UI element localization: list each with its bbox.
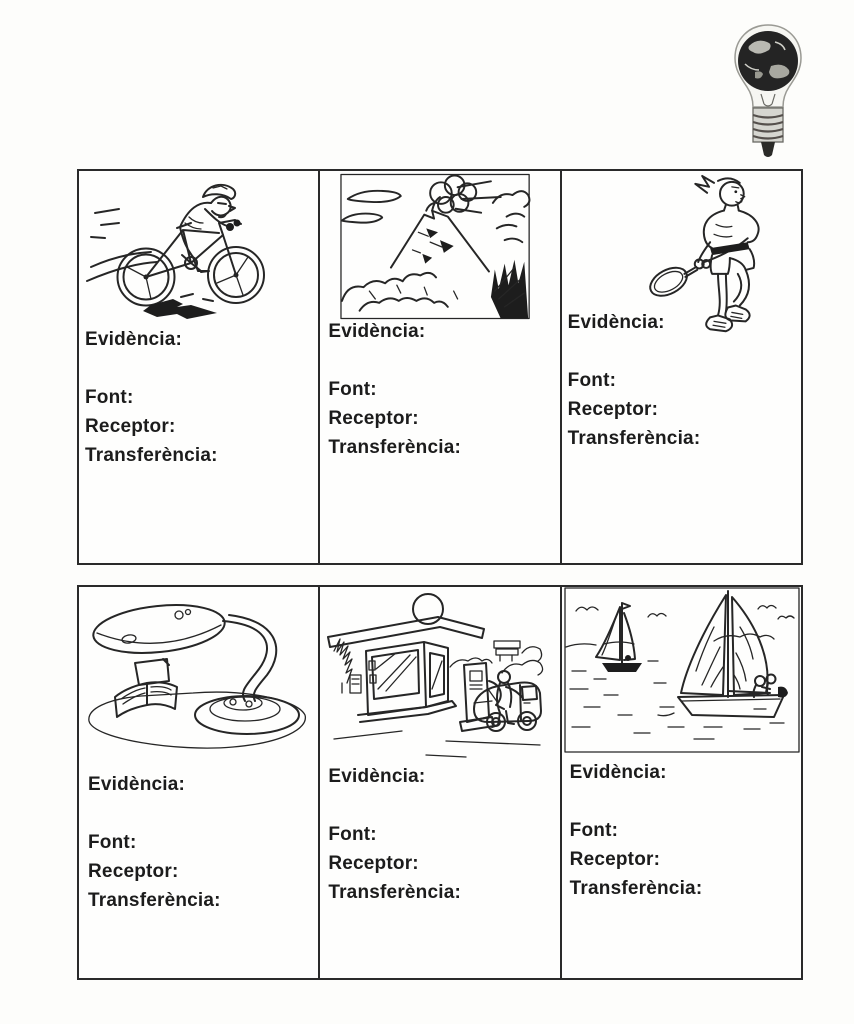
label-transferencia: Transferència: <box>569 878 703 899</box>
label-evidencia: Evidència: <box>569 762 667 783</box>
label-font: Font: <box>88 832 137 853</box>
label-receptor: Receptor: <box>85 416 176 437</box>
field-labels <box>88 773 221 918</box>
label-transferencia: Transferència: <box>88 890 221 911</box>
label-font: Font: <box>85 387 134 408</box>
mountain-biker-illustration <box>85 173 280 321</box>
worksheet-table-top <box>77 169 803 565</box>
label-font: Font: <box>328 824 377 845</box>
earth-lightbulb-icon <box>731 24 805 166</box>
label-transferencia: Transferència: <box>85 445 218 466</box>
label-font: Font: <box>328 379 377 400</box>
label-transferencia: Transferència: <box>567 428 701 449</box>
label-transferencia: Transferència: <box>328 882 462 903</box>
field-labels <box>328 765 461 910</box>
gas-station-illustration <box>326 589 544 771</box>
label-font: Font: <box>567 370 617 391</box>
label-evidencia: Evidència: <box>567 312 665 333</box>
label-evidencia: Evidència: <box>88 774 186 795</box>
card-cyclist <box>79 171 318 563</box>
label-font: Font: <box>569 820 619 841</box>
worksheet-table-bottom <box>77 585 803 980</box>
field-labels <box>570 761 703 906</box>
card-tennis <box>560 171 801 563</box>
field-labels <box>85 328 218 473</box>
label-transferencia: Transferència: <box>328 437 462 458</box>
sailboats-illustration <box>564 587 800 755</box>
card-gas-station <box>318 587 559 978</box>
volcano-eruption-illustration <box>340 173 536 321</box>
card-volcano <box>318 171 559 563</box>
label-evidencia: Evidència: <box>85 329 183 350</box>
card-lamp <box>79 587 318 978</box>
label-receptor: Receptor: <box>569 849 661 870</box>
label-receptor: Receptor: <box>567 399 659 420</box>
label-evidencia: Evidència: <box>328 321 426 342</box>
label-receptor: Receptor: <box>328 408 419 429</box>
card-sailboats <box>560 587 801 978</box>
field-labels <box>328 320 461 465</box>
field-labels <box>568 311 701 456</box>
desk-lamp-illustration <box>83 589 311 767</box>
label-evidencia: Evidència: <box>328 766 426 787</box>
label-receptor: Receptor: <box>88 861 179 882</box>
label-receptor: Receptor: <box>328 853 419 874</box>
